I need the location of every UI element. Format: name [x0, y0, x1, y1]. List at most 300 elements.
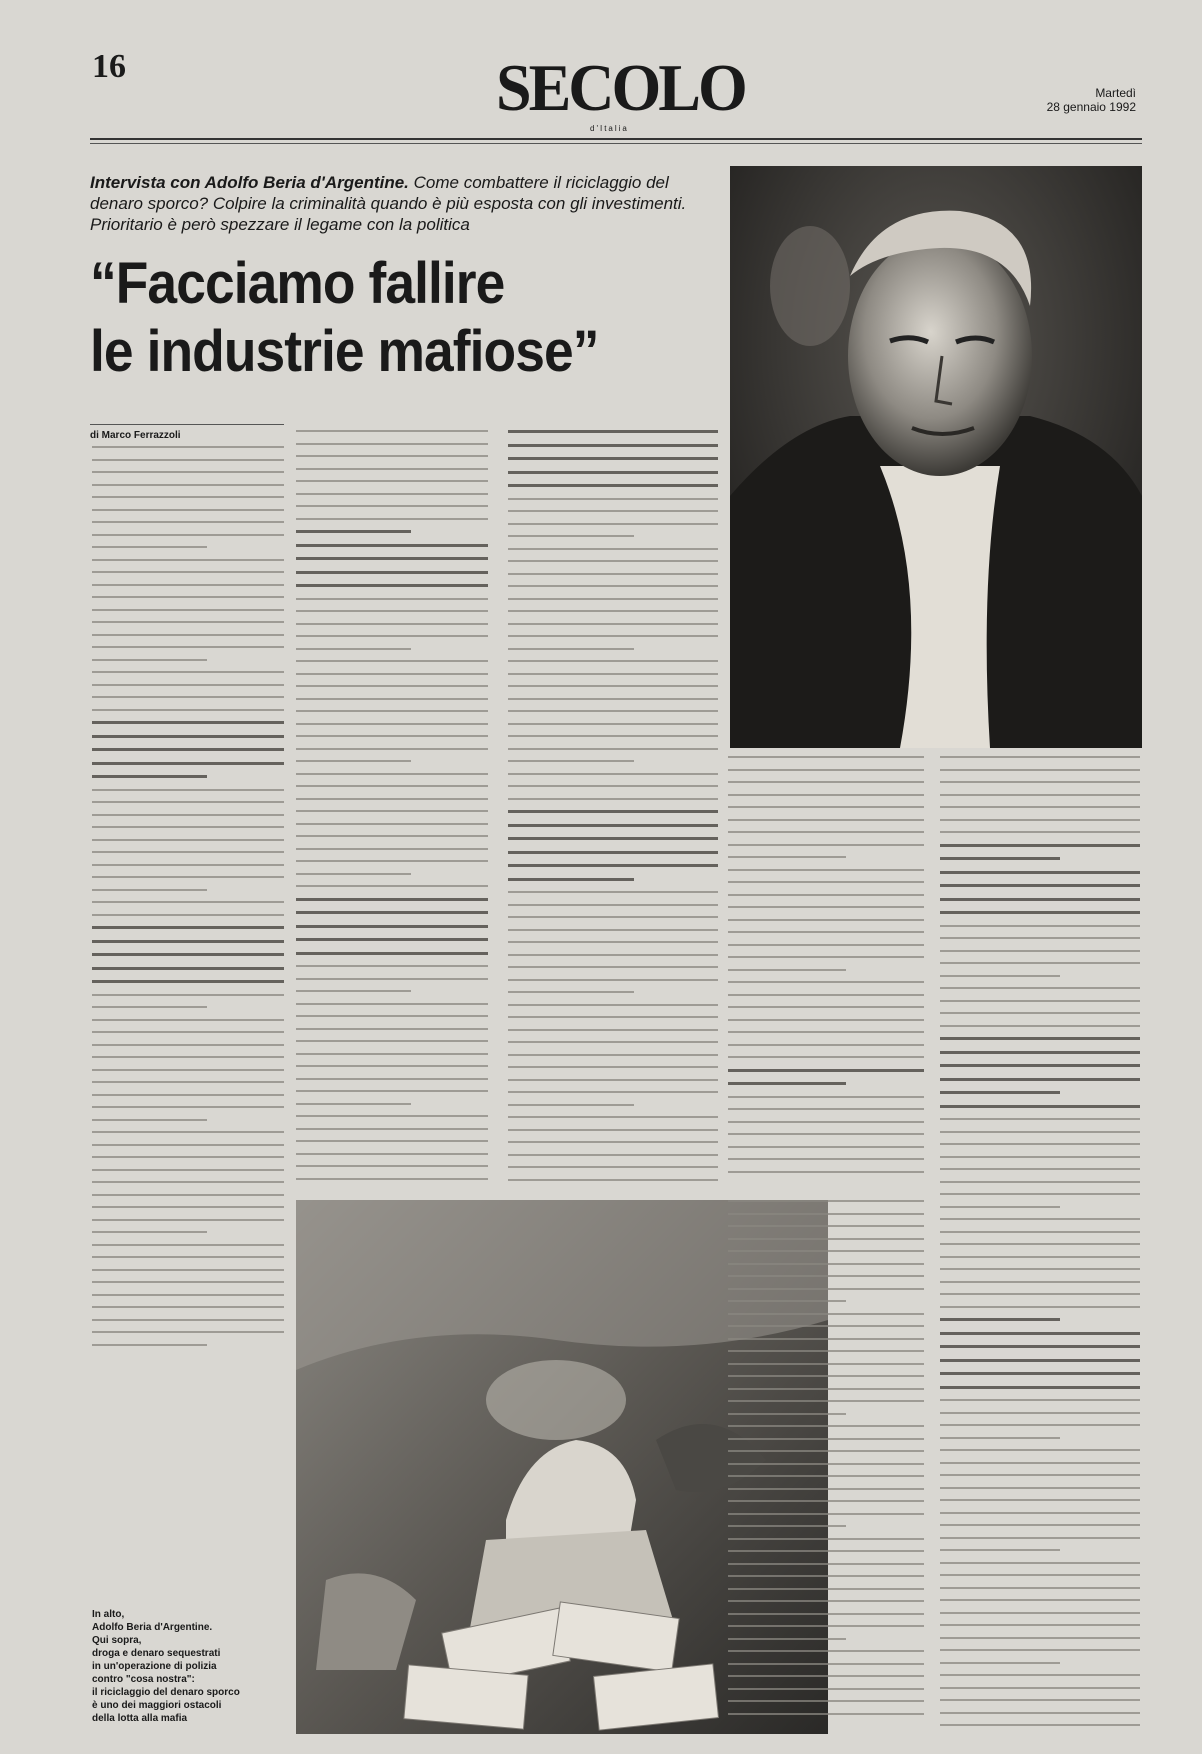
body-text-line [728, 831, 924, 833]
article-kicker [90, 172, 720, 235]
body-text-line [728, 894, 924, 896]
body-text-line [508, 723, 718, 725]
body-text-line [92, 762, 284, 765]
body-text-line [92, 571, 284, 573]
body-text-line [296, 1040, 488, 1042]
body-text-line [728, 856, 846, 858]
body-text-line [940, 1487, 1140, 1489]
body-text-line [92, 775, 207, 778]
body-text-line [296, 493, 488, 495]
body-text-line [296, 860, 488, 862]
body-text-line [508, 979, 718, 981]
issue-date-day: Martedì [1095, 86, 1136, 100]
body-text-line [940, 1462, 1140, 1464]
body-text-line [728, 1438, 924, 1440]
body-text-line [940, 1649, 1140, 1651]
body-text-line [728, 981, 924, 983]
body-text-line [508, 648, 634, 650]
body-text-line [508, 598, 718, 600]
page-number: 16 [92, 48, 126, 85]
body-text-line [92, 1044, 284, 1046]
body-text-line [296, 635, 488, 637]
body-text-line [728, 1463, 924, 1465]
text-column-1 [92, 446, 284, 1354]
body-text-line [728, 1069, 924, 1072]
body-text-line [728, 1488, 924, 1490]
body-text-line [296, 735, 488, 737]
body-text-line [508, 954, 718, 956]
body-text-line [296, 965, 488, 967]
body-text-line [92, 446, 284, 448]
body-text-line [92, 646, 284, 648]
body-text-line [296, 598, 488, 600]
body-text-line [296, 685, 488, 687]
body-text-line [296, 1028, 488, 1030]
body-text-line [940, 1181, 1140, 1183]
issue-date-full: 28 gennaio 1992 [1046, 100, 1136, 115]
body-text-line [940, 1268, 1140, 1270]
body-text-line [940, 1524, 1140, 1526]
text-column-5 [940, 756, 1140, 1728]
body-text-line [508, 523, 718, 525]
body-text-line [940, 1051, 1140, 1054]
body-text-line [940, 1218, 1140, 1220]
body-text-line [940, 1256, 1140, 1258]
body-text-line [92, 1119, 207, 1121]
body-text-line [940, 1332, 1140, 1335]
body-text-line [940, 1674, 1140, 1676]
body-text-line [508, 891, 718, 893]
body-text-line [92, 709, 284, 711]
header-rule [90, 138, 1142, 140]
body-text-line [940, 1118, 1140, 1120]
body-text-line [508, 1029, 718, 1031]
body-text-line [508, 585, 718, 587]
body-text-line [728, 1250, 924, 1252]
body-text-line [728, 1625, 924, 1627]
body-text-line [92, 876, 284, 878]
body-text-line [508, 760, 634, 762]
body-text-line [296, 584, 488, 587]
kicker-bold: Intervista con Adolfo Beria d'Argentine. [90, 173, 409, 192]
body-text-line [92, 940, 284, 943]
body-text-line [728, 1400, 924, 1402]
body-text-line [728, 1313, 924, 1315]
body-text-line [728, 1563, 924, 1565]
body-text-line [940, 1025, 1140, 1027]
body-text-line [296, 1090, 488, 1092]
body-text-line [296, 530, 411, 533]
body-text-line [296, 455, 488, 457]
body-text-line [508, 573, 718, 575]
body-text-line [508, 457, 718, 460]
body-text-line [296, 885, 488, 887]
body-text-line [92, 1006, 207, 1008]
body-text-line [940, 1143, 1140, 1145]
body-text-line [92, 1056, 284, 1058]
body-text-line [728, 1388, 924, 1390]
body-text-line [940, 1562, 1140, 1564]
body-text-line [940, 756, 1140, 758]
body-text-line [940, 1574, 1140, 1576]
body-text-line [508, 1129, 718, 1131]
body-text-line [296, 623, 488, 625]
body-text-line [728, 881, 924, 883]
body-text-line [728, 944, 924, 946]
body-text-line [940, 1078, 1140, 1081]
body-text-line [508, 1179, 718, 1181]
body-text-line [92, 509, 284, 511]
body-text-line [940, 1318, 1060, 1321]
body-text-line [92, 980, 284, 983]
body-text-line [296, 1003, 488, 1005]
body-text-line [728, 1525, 846, 1527]
body-text-line [92, 584, 284, 586]
body-text-line [508, 430, 718, 433]
body-text-line [940, 1206, 1060, 1208]
body-text-line [92, 484, 284, 486]
body-text-line [508, 837, 718, 840]
body-text-line [508, 966, 718, 968]
body-text-line [296, 430, 488, 432]
body-text-line [940, 1131, 1140, 1133]
body-text-line [296, 925, 488, 928]
body-text-line [728, 844, 924, 846]
body-text-line [508, 904, 718, 906]
body-text-line [940, 871, 1140, 874]
body-text-line [296, 1128, 488, 1130]
headline-line-2: le industrie mafiose” [90, 319, 599, 384]
byline: di Marco Ferrazzoli [90, 430, 181, 441]
body-text-line [728, 1550, 924, 1552]
body-text-line [92, 814, 284, 816]
body-text-line [508, 810, 718, 813]
body-text-line [728, 1108, 924, 1110]
body-text-line [728, 969, 846, 971]
body-text-line [92, 967, 284, 970]
body-text-line [92, 1256, 284, 1258]
body-text-line [940, 925, 1140, 927]
body-text-line [508, 444, 718, 447]
body-text-line [508, 698, 718, 700]
body-text-line [508, 1141, 718, 1143]
header-rule-thin [90, 143, 1142, 144]
body-text-line [940, 1712, 1140, 1714]
body-text-line [296, 610, 488, 612]
photo-caption-text: In alto, Adolfo Beria d'Argentine. Qui sopra, droga e denaro sequestrati in un'operazione di polizia contro "cosa nostra": il riciclaggio del denaro sporco è uno dei maggiori ostacoli della lotta alla mafia [92, 1609, 240, 1724]
body-text-line [728, 994, 924, 996]
body-text-line [728, 1082, 846, 1085]
body-text-line [92, 851, 284, 853]
body-text-line [92, 1244, 284, 1246]
body-text-line [508, 1066, 718, 1068]
body-text-line [728, 1275, 924, 1277]
body-text-line [92, 1331, 284, 1333]
body-text-line [92, 596, 284, 598]
body-text-line [92, 1019, 284, 1021]
body-text-line [728, 1238, 924, 1240]
body-text-line [92, 1306, 284, 1308]
body-text-line [92, 1344, 207, 1346]
body-text-line [728, 906, 924, 908]
body-text-line [92, 789, 284, 791]
body-text-line [508, 929, 718, 931]
body-text-line [940, 1724, 1140, 1726]
body-text-line [296, 898, 488, 901]
body-text-line [728, 1713, 924, 1715]
body-text-line [940, 911, 1140, 914]
body-text-line [296, 873, 411, 875]
body-text-line [728, 1213, 924, 1215]
body-text-line [508, 610, 718, 612]
body-text-line [508, 660, 718, 662]
body-text-line [296, 748, 488, 750]
body-text-line [296, 673, 488, 675]
kicker-rest: Come combattere il riciclaggio del denaro sporco? Colpire la criminalità quando è più esposta con gli investimenti. Prioritario è però spezzare il legame con la politica [90, 173, 687, 234]
body-text-line [728, 1475, 924, 1477]
body-text-line [508, 916, 718, 918]
body-text-line [728, 1350, 924, 1352]
body-text-line [728, 781, 924, 783]
body-text-line [92, 914, 284, 916]
body-text-line [92, 801, 284, 803]
body-text-line [508, 1004, 718, 1006]
masthead-logo: SECOLO [496, 50, 745, 125]
body-text-line [508, 851, 718, 854]
body-text-line [940, 819, 1140, 821]
body-text-line [940, 1105, 1140, 1108]
body-text-line [728, 1688, 924, 1690]
body-text-line [508, 1041, 718, 1043]
body-text-line [508, 1104, 634, 1106]
body-text-line [296, 760, 411, 762]
body-text-line [296, 648, 411, 650]
body-text-line [728, 1031, 924, 1033]
body-text-line [508, 560, 718, 562]
body-text-line [508, 735, 718, 737]
text-column-4b [728, 1200, 924, 1730]
body-text-line [940, 1612, 1140, 1614]
body-text-line [940, 794, 1140, 796]
body-text-line [728, 1200, 924, 1202]
body-text-line [508, 510, 718, 512]
body-text-line [92, 684, 284, 686]
body-text-line [728, 1225, 924, 1227]
body-text-line [296, 785, 488, 787]
body-text-line [296, 1178, 488, 1180]
issue-date [1040, 86, 1136, 115]
body-text-line [92, 634, 284, 636]
body-text-line [92, 1319, 284, 1321]
body-text-line [728, 1675, 924, 1677]
body-text-line [728, 1375, 924, 1377]
body-text-line [508, 991, 634, 993]
body-text-line [940, 1168, 1140, 1170]
body-text-line [940, 1156, 1140, 1158]
photo-caption [92, 1608, 260, 1725]
body-text-line [296, 443, 488, 445]
text-column-3 [508, 430, 718, 1188]
body-text-line [296, 505, 488, 507]
body-text-line [508, 484, 718, 487]
body-text-line [92, 471, 284, 473]
body-text-line [728, 1044, 924, 1046]
body-text-line [728, 931, 924, 933]
body-text-line [728, 1513, 924, 1515]
body-text-line [508, 1054, 718, 1056]
body-text-line [940, 1687, 1140, 1689]
body-text-line [296, 978, 488, 980]
body-text-line [728, 1288, 924, 1290]
body-text-line [92, 1031, 284, 1033]
body-text-line [92, 621, 284, 623]
body-text-line [92, 534, 284, 536]
body-text-line [296, 952, 488, 955]
body-text-line [92, 864, 284, 866]
body-text-line [92, 1156, 284, 1158]
body-text-line [728, 1575, 924, 1577]
body-text-line [296, 698, 488, 700]
body-text-line [940, 1599, 1140, 1601]
body-text-line [940, 1064, 1140, 1067]
body-text-line [296, 1065, 488, 1067]
body-text-line [92, 953, 284, 956]
body-text-line [728, 1363, 924, 1365]
headline-line-1: “Facciamo fallire [90, 251, 505, 316]
body-text-line [508, 685, 718, 687]
body-text-line [728, 769, 924, 771]
body-text-line [92, 826, 284, 828]
body-text-line [940, 1449, 1140, 1451]
body-text-line [940, 937, 1140, 939]
body-text-line [940, 781, 1140, 783]
body-text-line [940, 1345, 1140, 1348]
body-text-line [296, 468, 488, 470]
body-text-line [508, 623, 718, 625]
body-text-line [940, 1474, 1140, 1476]
body-text-line [296, 1103, 411, 1105]
body-text-line [728, 919, 924, 921]
body-text-line [92, 546, 207, 548]
body-text-line [508, 673, 718, 675]
body-text-line [296, 1165, 488, 1167]
body-text-line [728, 1700, 924, 1702]
body-text-line [728, 1133, 924, 1135]
body-text-line [296, 1078, 488, 1080]
body-text-line [940, 962, 1140, 964]
body-text-line [92, 521, 284, 523]
body-text-line [940, 1231, 1140, 1233]
body-text-line [296, 1015, 488, 1017]
body-text-line [92, 1106, 284, 1108]
body-text-line [92, 1094, 284, 1096]
body-text-line [92, 496, 284, 498]
body-text-line [508, 635, 718, 637]
masthead-subtitle: d'Italia [590, 124, 629, 133]
body-text-line [940, 831, 1140, 833]
body-text-line [92, 1169, 284, 1171]
body-text-line [728, 1600, 924, 1602]
body-text-line [940, 950, 1140, 952]
body-text-line [92, 1294, 284, 1296]
body-text-line [940, 1587, 1140, 1589]
body-text-line [728, 1096, 924, 1098]
body-text-line [92, 1081, 284, 1083]
body-text-line [296, 1115, 488, 1117]
body-text-line [940, 1537, 1140, 1539]
body-text-line [940, 1386, 1140, 1389]
body-text-line [940, 1637, 1140, 1639]
body-text-line [728, 1019, 924, 1021]
body-text-line [940, 884, 1140, 887]
body-text-line [92, 559, 284, 561]
body-text-line [728, 1413, 846, 1415]
body-text-line [92, 659, 207, 661]
body-text-line [940, 975, 1060, 977]
byline-rule [90, 424, 284, 425]
body-text-line [296, 557, 488, 560]
body-text-line [728, 1171, 924, 1173]
body-text-line [940, 1243, 1140, 1245]
body-text-line [728, 1006, 924, 1008]
body-text-line [296, 990, 411, 992]
body-text-line [728, 956, 924, 958]
body-text-line [728, 1450, 924, 1452]
body-text-line [728, 1425, 924, 1427]
body-text-line [508, 710, 718, 712]
body-text-line [728, 1263, 924, 1265]
body-text-line [940, 1037, 1140, 1040]
body-text-line [92, 1181, 284, 1183]
body-text-line [940, 1624, 1140, 1626]
body-text-line [296, 660, 488, 662]
body-text-line [92, 994, 284, 996]
body-text-line [508, 498, 718, 500]
body-text-line [508, 941, 718, 943]
body-text-line [296, 911, 488, 914]
body-text-line [92, 901, 284, 903]
body-text-line [508, 1091, 718, 1093]
body-text-line [92, 671, 284, 673]
body-text-line [728, 869, 924, 871]
body-text-line [940, 1000, 1140, 1002]
body-text-line [940, 1359, 1140, 1362]
text-column-4 [728, 756, 924, 1192]
body-text-line [92, 459, 284, 461]
body-text-line [940, 1424, 1140, 1426]
body-text-line [728, 1588, 924, 1590]
body-text-line [508, 1016, 718, 1018]
body-text-line [92, 1069, 284, 1071]
portrait-photo [730, 166, 1142, 748]
body-text-line [940, 1091, 1060, 1094]
body-text-line [508, 748, 718, 750]
body-text-line [728, 1538, 924, 1540]
body-text-line [508, 535, 634, 537]
body-text-line [508, 471, 718, 474]
body-text-line [296, 810, 488, 812]
body-text-line [92, 748, 284, 751]
body-text-line [728, 1325, 924, 1327]
body-text-line [728, 1338, 924, 1340]
body-text-line [728, 1613, 924, 1615]
body-text-line [296, 823, 488, 825]
body-text-line [508, 1154, 718, 1156]
body-text-line [92, 1269, 284, 1271]
body-text-line [92, 609, 284, 611]
body-text-line [940, 1512, 1140, 1514]
body-text-line [508, 1166, 718, 1168]
